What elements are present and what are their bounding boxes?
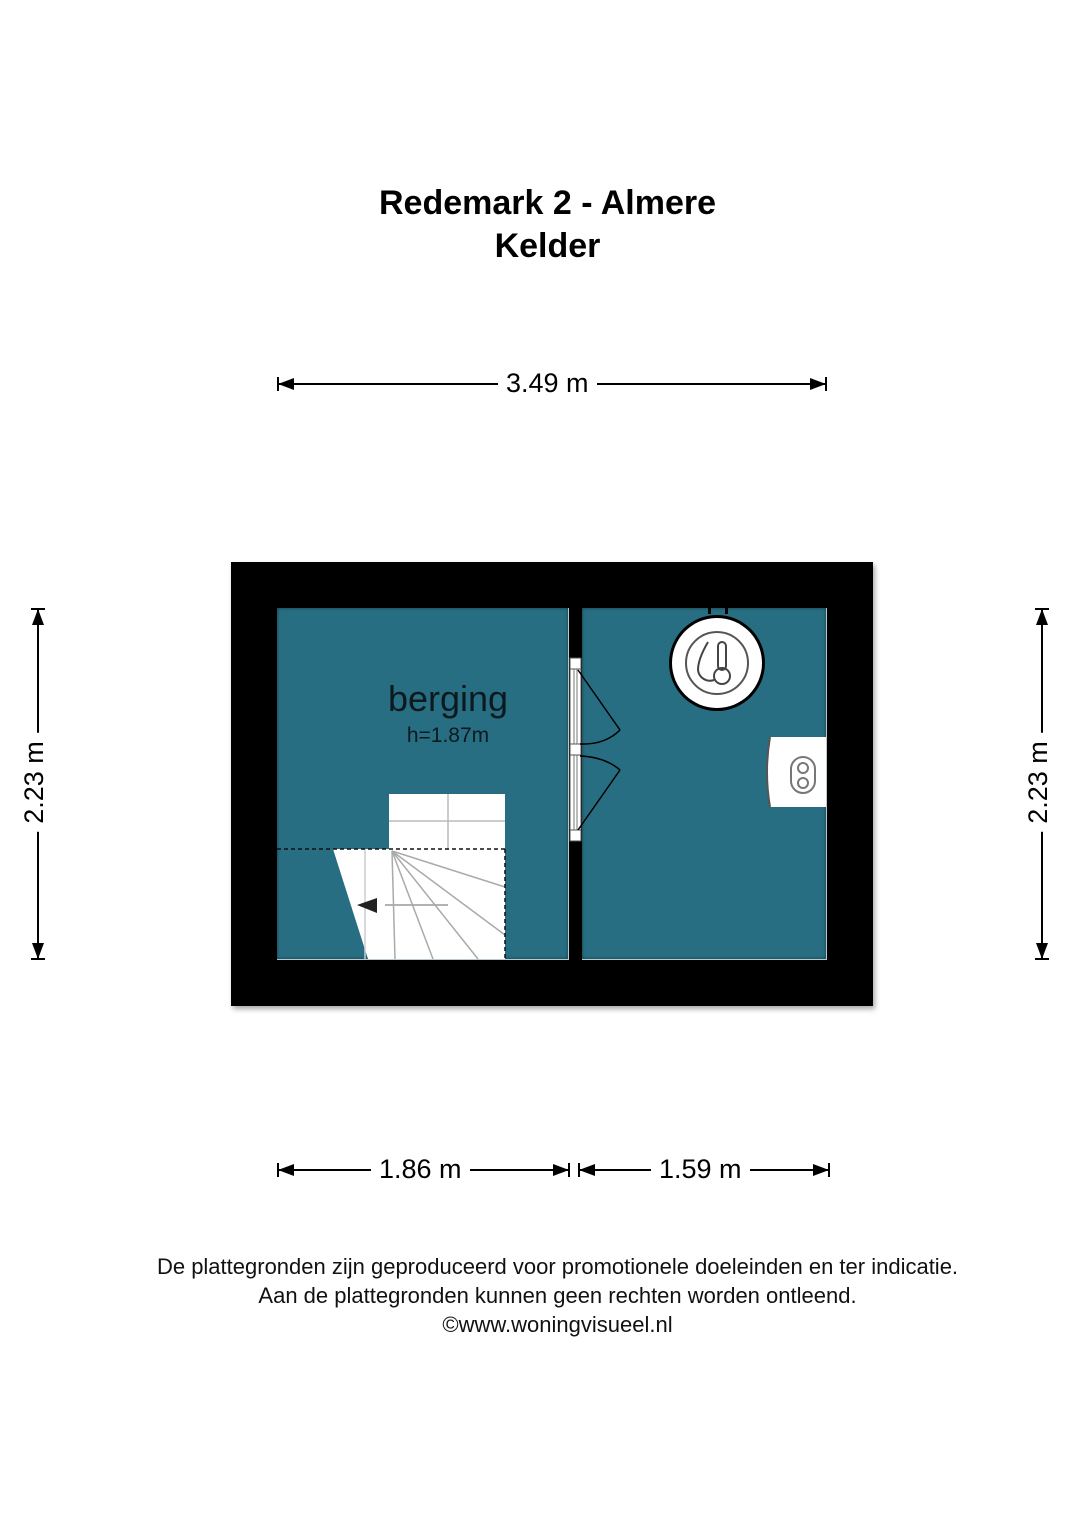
- disclaimer-line-1: De plattegronden zijn geproduceerd voor promotionele doeleinden en ter indicatie.: [156, 1254, 959, 1279]
- dimension-bottom-left: 1.86 m: [371, 1154, 470, 1185]
- disclaimer-line-2: Aan de plattegronden kunnen geen rechten worden ontleend.: [258, 1283, 857, 1308]
- washer-connection-icon: [764, 737, 826, 809]
- floor-name: Kelder: [494, 227, 601, 265]
- dimension-total-width: 3.49 m: [498, 368, 597, 399]
- copyright-link[interactable]: ©www.woningvisueel.nl: [442, 1312, 673, 1337]
- room-height-berging: h=1.87m: [406, 724, 490, 747]
- boiler-icon: [668, 604, 768, 724]
- plan-title: Redemark 2 - Almere: [378, 184, 716, 222]
- room-label-berging: berging: [387, 678, 509, 719]
- dimension-bottom-right: 1.59 m: [651, 1154, 750, 1185]
- dimension-left-height: 2.23 m: [19, 733, 50, 832]
- room-berging: [277, 608, 569, 960]
- dimension-right-height: 2.23 m: [1023, 733, 1054, 832]
